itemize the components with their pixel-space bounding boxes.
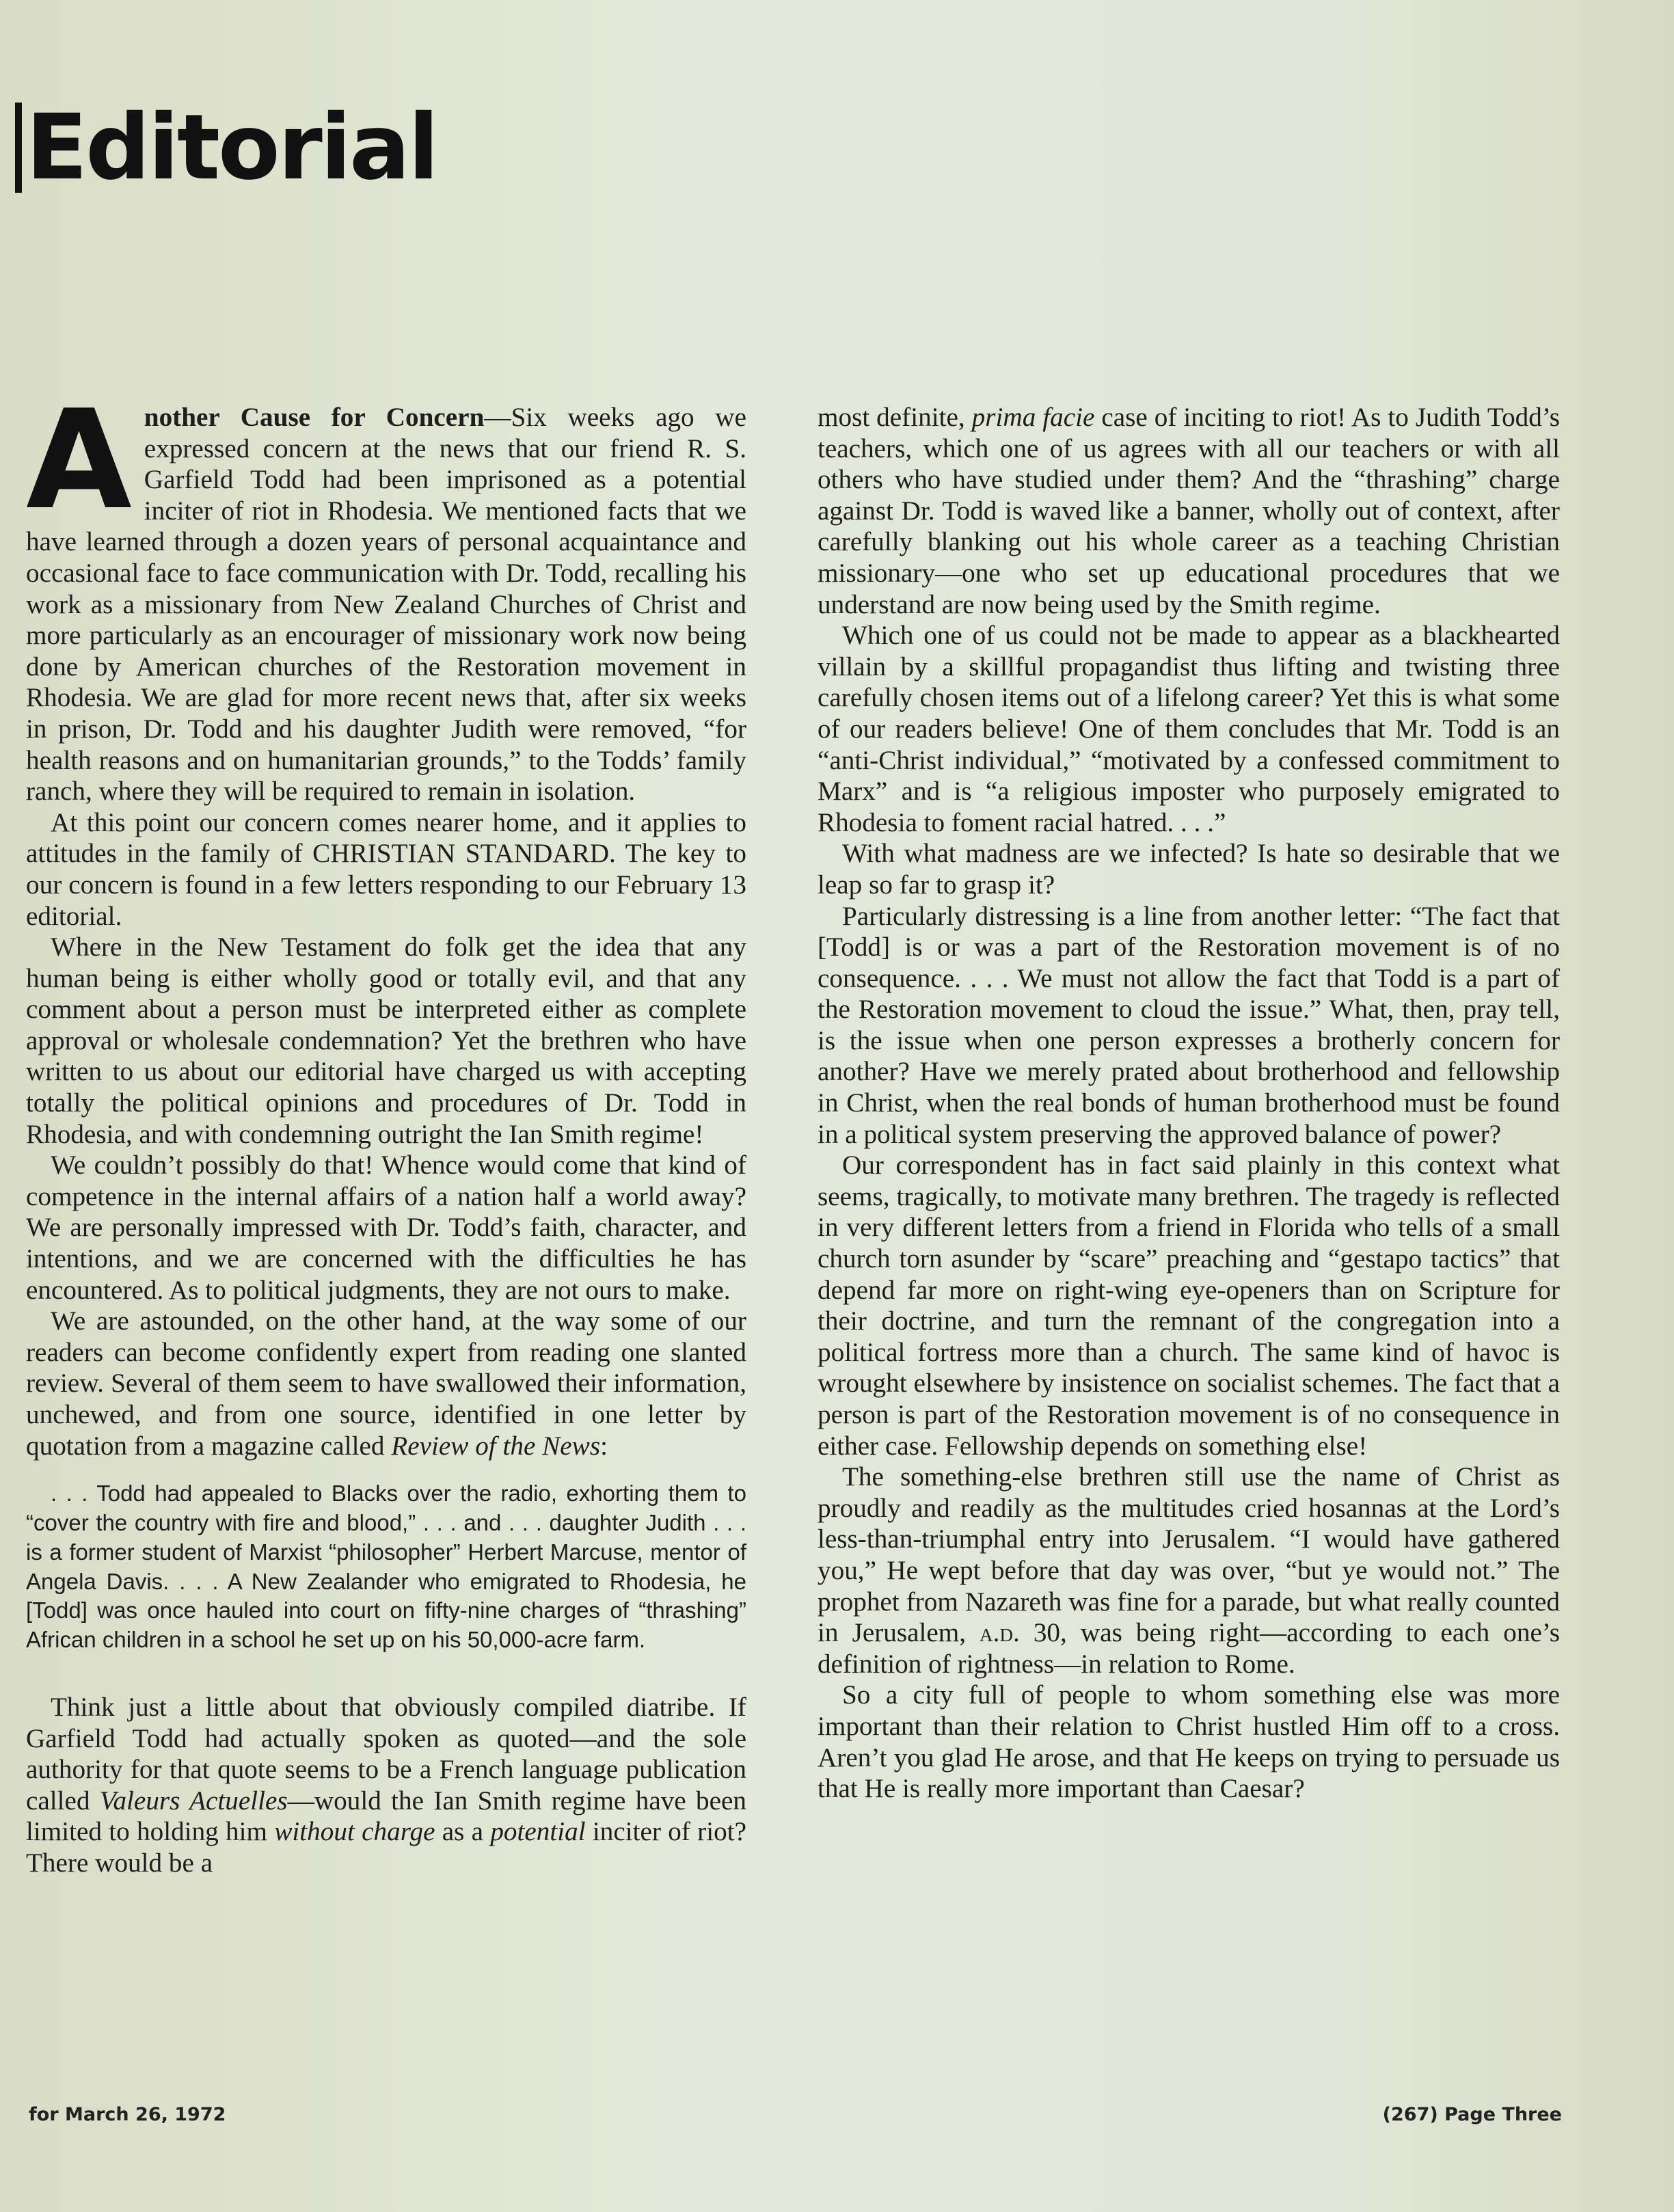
- paragraph-text: —would the Ian Smith regime have been limited to holding him: [26, 1785, 746, 1847]
- paragraph: So a city full of people to whom something else was more important than their relation to Christ hustled Him off to a cross. Aren’t you glad He arose, and that He keeps on trying to persuade us that He is really more important than Caesar?: [818, 1680, 1560, 1804]
- footer-page-number: (267) Page Three: [1382, 2104, 1562, 2125]
- emphasis: potential: [490, 1817, 586, 1847]
- paragraph: Our correspondent has in fact said plainly in this context what seems, tragically, to motivate many brethren. The tragedy is reflected in very different letters from a friend in Florida who tells of a small church torn asunder by “scare” preaching and “gestapo tactics” that depend far more on right-wing eye-openers than on Scripture for their doctrine, and turn the remnant of the congregation into a political fortress more than a church. The same kind of havoc is wrought elsewhere by insistence on socialist schemes. The fact that a person is part of the Restoration movement is of no consequence in either case. Fellowship depends on something else!: [818, 1150, 1560, 1461]
- footer-date: for March 26, 1972: [29, 2104, 226, 2125]
- paragraph-text: We are astounded, on the other hand, at the way some of our readers can become confidently expert from reading one slanted review. Several of them seem to have swallowed their information, unchewed, and from one source, identified in one letter by quotation from a magazine called: [26, 1306, 746, 1461]
- magazine-title: Review of the News: [391, 1431, 601, 1461]
- paragraph-text: 30, was being right—according to each one’s definition of rightness—in relation to Rome.: [818, 1618, 1561, 1679]
- punctuation: :: [600, 1431, 608, 1461]
- emphasis: without charge: [274, 1817, 435, 1847]
- paragraph: Where in the New Testament do folk get the idea that any human being is either wholly good or totally evil, and that any comment about a person must be interpreted either as complete approval or wholesale condemnation? Yet the brethren who have written to us about our editorial have charged us with accepting totally the political opinions and procedures of Dr. Todd in Rhodesia, and with condemning outright the Ian Smith regime!: [26, 932, 746, 1149]
- paragraph-text: case of inciting to riot! As to Judith Todd’s teachers, which one of us agrees with all our teachers or with all others who have studied under them? And the “thrashing” charge against Dr. Todd is waved like a banner, wholly out of context, after carefully blanking out his whole career as a teaching Christian missionary—one who set up educational procedures that we understand are now being used by the Smith regime.: [818, 403, 1561, 619]
- left-column: [26, 381, 746, 1879]
- paragraph-text: inciter of riot? There would be a: [26, 1817, 746, 1878]
- paragraph: We couldn’t possibly do that! Whence would come that kind of competence in the internal affairs of a nation half a world away? We are personally impressed with Dr. Todd’s faith, character, and intentions, and we are concerned with the difficulties he has encountered. As to political judgments, they are not ours to make.: [26, 1150, 746, 1305]
- era-abbreviation: a.d.: [980, 1618, 1020, 1648]
- paragraph: [26, 1306, 746, 1461]
- paragraph-text: Think just a little about that obviously compiled diatribe. If Garfield Todd had actually spoken as quoted—and the sole authority for that quote seems to be a French language publication called: [26, 1692, 746, 1816]
- block-quote: [26, 1479, 746, 1655]
- runin-heading: nother Cause for Concern: [144, 403, 485, 432]
- paragraph: With what madness are we infected? Is hate so desirable that we leap so far to grasp it?: [818, 839, 1560, 900]
- quote-text: . . . Todd had appealed to Blacks over the radio, exhorting them to “cover the country with fire and blood,” . . . and . . . daughter Judith . . . is a former student of Marxist “philosopher” Herbert Marcuse, mentor of Angela Davis. . . . A New Zealander who emigrated to Rhodesia, he [Todd] was once hauled into court on fifty-nine charges of “thrashing” African children in a school he set up on his 50,000-acre farm.: [26, 1481, 746, 1653]
- publication-title: Valeurs Actuelles: [99, 1785, 288, 1816]
- paragraph: [818, 402, 1560, 620]
- drop-cap: A: [26, 381, 132, 540]
- emphasis: prima facie: [971, 403, 1095, 432]
- right-column: [818, 402, 1560, 1805]
- paragraph-text: as a: [435, 1817, 491, 1847]
- paragraph-text: most definite,: [818, 403, 972, 432]
- paragraph-text: The something-else brethren still use the name of Christ as proudly and readily as the multitudes cried hosannas at the Lord’s less-than-triumphal entry into Jerusalem. “I would have gathered you,” He wept before that day was over, “but ye would not.” The prophet from Nazareth was fine for a parade, but what really counted in Jerusalem,: [818, 1462, 1560, 1648]
- lead-paragraph-text: —Six weeks ago we expressed concern at the news that our friend R. S. Garfield Todd had been imprisoned as a potential inciter of riot in Rhodesia. We mentioned facts that we have learned through a dozen years of personal acquaintance and occasional face to face communication with Dr. Todd, recalling his work as a missionary from New Zealand Churches of Christ and more particularly as an encourager of missionary work now being done by American churches of the Restoration movement in Rhodesia. We are glad for more recent news that, after six weeks in prison, Dr. Todd and his daughter Judith were removed, “for health reasons and on humanitarian grounds,” to the Todds’ family ranch, where they will be required to remain in isolation.: [26, 403, 746, 807]
- lead-paragraph: [26, 381, 746, 807]
- editorial-masthead: Editorial: [15, 103, 437, 193]
- paragraph: [818, 1461, 1560, 1680]
- paragraph: Particularly distressing is a line from another letter: “The fact that [Todd] is or was a part of the Restoration movement is of no consequence. . . . We must not allow the fact that Todd is a part of the Restoration movement to cloud the issue.” What, then, pray tell, is the issue when one person expresses a brotherly concern for another? Have we merely prated about brotherhood and fellowship in Christ, when the real bonds of human brotherhood must be found in a political system preserving the approved balance of power?: [818, 901, 1560, 1149]
- paragraph: At this point our concern comes nearer home, and it applies to attitudes in the family of CHRISTIAN STANDARD. The key to our concern is found in a few letters responding to our February 13 editorial.: [26, 807, 746, 931]
- paragraph: [26, 1692, 746, 1879]
- paragraph: Which one of us could not be made to appear as a blackhearted villain by a skillful propagandist thus lifting and twisting three carefully chosen items out of a lifelong career? Yet this is what some of our readers believe! One of them concludes that Mr. Todd is an “anti-Christ individual,” “motivated by a confessed commitment to Marx” and is “a religious imposter who purposely emigrated to Rhodesia to foment racial hatred. . . .”: [818, 621, 1560, 837]
